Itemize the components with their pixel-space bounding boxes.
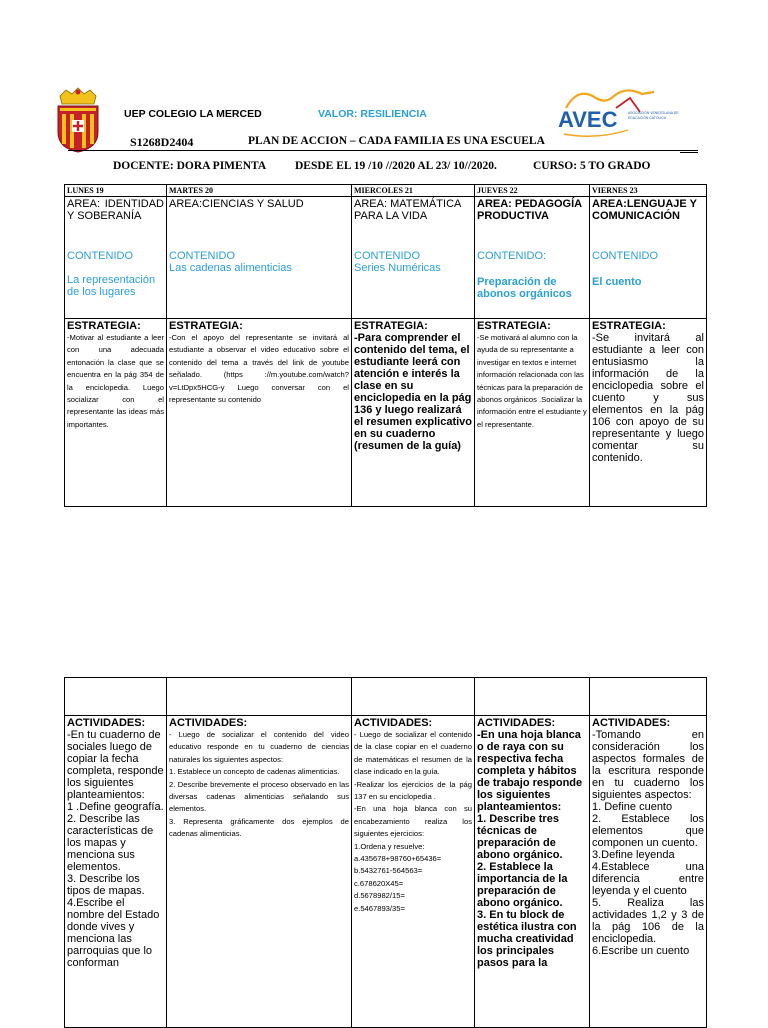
actividad-line: b.5432761-564563= <box>354 866 423 876</box>
cell-martes-actividades <box>167 716 352 1028</box>
estrategia-text: -Se invitará al estudiante a leer con entusiasmo la información de la enciclopedia sobre el cuento y sus elementos en la pág 106 con apoyo de su representante y luego comentar su contenido. <box>592 332 704 464</box>
estrategia-label: ESTRATEGIA: <box>477 320 551 332</box>
estrategia-text: -Se motivará al alumno con la ayuda de su representante a investigar en textos e internet información relacionada con las técnicas para la preparación de abonos orgánicos .Socializar la información entre el estudiante y el representante. <box>477 333 587 429</box>
actividad-line: -Tomando en consideración los aspectos formales de la escritura responde en tu cuaderno los siguientes aspectos: <box>592 729 704 801</box>
actividades-label: ACTIVIDADES: <box>169 717 248 729</box>
day-header-lunes: LUNES 19 <box>65 185 167 197</box>
contenido-label: CONTENIDO <box>67 250 133 262</box>
contenido-text: El cuento <box>592 276 642 288</box>
actividad-line: e.5467893/35= <box>354 903 405 913</box>
empty-cell <box>65 678 167 716</box>
day-header-martes: MARTES 20 <box>167 185 352 197</box>
plan-title: PLAN DE ACCION – CADA FAMILIA ES UNA ESCUELA <box>248 135 545 147</box>
date-range: DESDE EL 19 /10 //2020 AL 23/ 10//2020. <box>295 160 497 172</box>
valor-label: VALOR: RESILIENCIA <box>318 108 427 120</box>
contenido-label: CONTENIDO: <box>477 250 547 262</box>
contenido-text: Las cadenas alimenticias <box>169 262 292 274</box>
cell-jueves-estrategia <box>475 319 590 507</box>
actividad-line: -Realizar los ejercicios de la pág 137 en su enciclopedia . <box>354 779 472 802</box>
contenido-label: CONTENIDO <box>592 250 658 262</box>
day-header-miercoles: MIERCOLES 21 <box>352 185 475 197</box>
actividades-label: ACTIVIDADES: <box>354 717 433 729</box>
actividad-line: 6.Escribe un cuento <box>592 945 690 957</box>
area-label: AREA: PEDAGOGÍA PRODUCTIVA <box>477 198 582 222</box>
header-rule <box>68 150 698 151</box>
actividad-line: 3. Representa gráficamente dos ejemplos de cadenas alimenticias. <box>169 816 349 839</box>
avec-logo <box>556 84 694 140</box>
estrategia-label: ESTRATEGIA: <box>592 320 666 332</box>
document-code: S1268D2404 <box>130 135 194 149</box>
empty-cell <box>352 678 475 716</box>
actividad-line: 1. Describe tres técnicas de preparación de abono orgánico. <box>477 813 563 861</box>
cell-miercoles-area <box>352 197 475 319</box>
estrategia-text: -Para comprender el contenido del tema, el estudiante leerá con atención e interés la clase en su enciclopedia en la pág 136 y luego realizará el resumen explicativo en su cuaderno (resumen de la guía) <box>354 332 472 452</box>
contenido-text: Preparación de abonos orgánicos <box>477 276 572 300</box>
actividad-line: 2. Establece los elementos que componen un cuento. <box>592 813 704 849</box>
actividad-line: -En una hoja blanca o de raya con su respectiva fecha completa y hábitos de trabajo responde los siguientes planteamientos: <box>477 729 583 813</box>
cell-lunes-estrategia <box>65 319 167 507</box>
svg-text:EDUCACIÓN CATÓLICA: EDUCACIÓN CATÓLICA <box>628 116 666 120</box>
curso-label: CURSO: 5 TO GRADO <box>533 160 651 172</box>
actividades-label: ACTIVIDADES: <box>67 717 146 729</box>
empty-cell <box>167 678 352 716</box>
actividad-line: 4.Escribe el nombre del Estado donde vives y menciona las parroquias que lo conforman <box>67 897 160 969</box>
day-header-viernes: VIERNES 23 <box>590 185 707 197</box>
area-label: AREA:CIENCIAS Y SALUD <box>169 198 304 210</box>
area-label: AREA:LENGUAJE Y COMUNICACIÓN <box>592 198 697 222</box>
actividad-line: 3.Define leyenda <box>592 849 675 861</box>
actividad-line: d.5678982/15= <box>354 891 405 901</box>
plan-table-bottom <box>64 677 707 1028</box>
cell-miercoles-estrategia <box>352 319 475 507</box>
actividad-line: 3. Describe los tipos de mapas. <box>67 873 145 897</box>
contenido-label: CONTENIDO <box>354 250 420 262</box>
actividad-line: 4.Establece una diferencia entre leyenda y el cuento <box>592 861 704 897</box>
actividad-line: 3. En tu block de estética ilustra con mucha creatividad los principales pasos para la <box>477 909 577 969</box>
actividad-line: c.678620X45= <box>354 878 404 888</box>
estrategia-label: ESTRATEGIA: <box>67 320 141 332</box>
actividad-line: -En una hoja blanca con su encabezamiento realiza los siguientes ejercicios: <box>354 804 472 839</box>
actividad-line: 1. Define cuento <box>592 801 673 813</box>
actividad-line: 1.Ordena y resuelve: <box>354 841 425 851</box>
estrategia-text: -Con el apoyo del representante se invitará al estudiante a observar el video educativo sobre el contenido del tema a través del link de youtube señalado. (https ://m.youtube.com/watch?v=LtDpx5HCG-y Luego conversar con el representante su contenido <box>169 333 349 405</box>
cell-martes-area <box>167 197 352 319</box>
actividades-label: ACTIVIDADES: <box>592 717 671 729</box>
cell-viernes-actividades <box>590 716 707 1028</box>
contenido-text: La representación de los lugares <box>67 274 156 298</box>
docente-label: DOCENTE: DORA PIMENTA <box>113 160 267 172</box>
area-label: AREA: IDENTIDAD Y SOBERANÍA <box>67 198 164 222</box>
day-header-jueves: JUEVES 22 <box>475 185 590 197</box>
cell-jueves-actividades <box>475 716 590 1028</box>
actividad-line: 2. Establece la importancia de la preparación de abono orgánico. <box>477 861 568 909</box>
school-name: UEP COLEGIO LA MERCED <box>124 108 262 120</box>
actividad-line: 2. Describe las características de los mapas y menciona sus elementos. <box>67 813 154 873</box>
cell-martes-estrategia <box>167 319 352 507</box>
actividad-line: 1 .Define geografía. <box>67 801 164 813</box>
estrategia-label: ESTRATEGIA: <box>354 320 428 332</box>
cell-viernes-estrategia <box>590 319 707 507</box>
actividades-label: ACTIVIDADES: <box>477 717 556 729</box>
estrategia-text: -Motivar al estudiante a leer con una adecuada entonación la clase que se encuentra en la pág 354 de la enciclopedia. Luego socializar con el representante las ideas más importantes. <box>67 333 164 429</box>
actividad-line: -En tu cuaderno de sociales luego de copiar la fecha completa, responde los siguientes planteamientos: <box>67 729 164 801</box>
area-label: AREA: MATEMÁTICA PARA LA VIDA <box>354 198 461 222</box>
cell-jueves-area <box>475 197 590 319</box>
actividad-line: 5. Realiza las actividades 1,2 y 3 de la pág 106 de la enciclopedia. <box>592 897 704 945</box>
cell-lunes-actividades <box>65 716 167 1028</box>
actividad-line: - Luego de socializar el contenido del video educativo responde en tu cuaderno de ciencias naturales los siguientes aspectos: <box>169 730 349 764</box>
estrategia-label: ESTRATEGIA: <box>169 320 243 332</box>
header-rule-right <box>680 152 698 153</box>
avec-logo-text: AVEC <box>558 107 618 132</box>
cell-lunes-area <box>65 197 167 319</box>
school-crest <box>52 86 104 154</box>
cell-miercoles-actividades <box>352 716 475 1028</box>
empty-cell <box>475 678 590 716</box>
actividad-line: a.435678+98760+65436= <box>354 854 442 864</box>
contenido-text: Series Numéricas <box>354 262 441 274</box>
cell-viernes-area <box>590 197 707 319</box>
empty-cell <box>590 678 707 716</box>
actividad-line: 1. Establece un concepto de cadenas alimenticias. <box>169 767 340 777</box>
contenido-label: CONTENIDO <box>169 250 235 262</box>
actividad-line: - Luego de socializar el contenido de la clase copiar en el cuaderno de matemáticas el resumen de la clase indicado en la guía. <box>354 730 472 777</box>
plan-table-top <box>64 184 707 507</box>
actividad-line: 2. Describe brevemente el proceso observado en las diversas cadenas alimenticias señalando sus elementos. <box>169 779 349 814</box>
avec-logo-subtext: ASOCIACIÓN VENEZOLANA DE <box>628 111 679 115</box>
